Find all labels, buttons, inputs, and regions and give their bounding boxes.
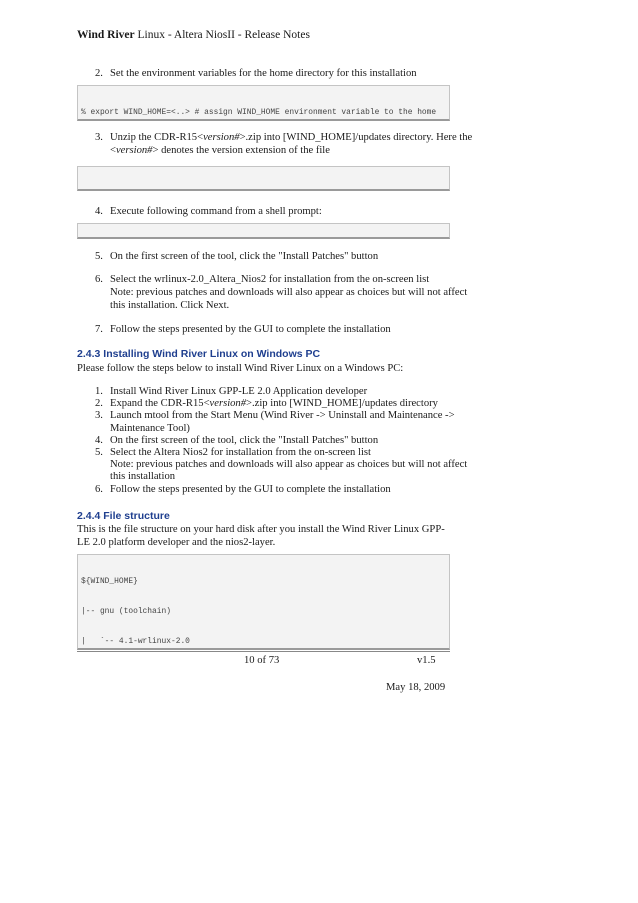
step-number: 4. — [95, 206, 103, 217]
code-block-unzip — [77, 166, 450, 191]
code-block-mtool — [77, 223, 450, 239]
code-line: |-- gnu (toolchain) — [81, 607, 171, 616]
list-item: 2. Expand the CDR-R15<version#>.zip into [WIND_HOME]/updates directory — [95, 398, 438, 410]
step-number: 6. — [95, 274, 103, 285]
header-title: Linux - Altera NiosII - Release Notes — [134, 29, 310, 41]
section-heading-2-4-3: 2.4.3 Installing Wind River Linux on Windows PC — [77, 348, 321, 360]
step-number: 2. — [95, 68, 103, 79]
footer-divider — [77, 651, 450, 652]
code-line: ${WIND_HOME} — [81, 577, 138, 586]
page-header — [77, 29, 310, 41]
page-number: 10 of 73 — [244, 655, 280, 666]
section-intro: Please follow the steps below to install Wind River Linux on a Windows PC: — [77, 363, 404, 374]
list-item: 3. Launch mtool from the Start Menu (Wind River -> Uninstall and Maintenance -> Maintenance Tool) — [95, 410, 455, 434]
code-block-file-tree — [77, 554, 450, 650]
code-line: | `-- 4.1-wrlinux-2.0 — [81, 637, 190, 646]
header-brand: Wind River — [77, 29, 135, 41]
step-text: Unzip the CDR-R15<version#>.zip into [WIND_HOME]/updates directory. Here the <version#> denotes the version extension of the file — [110, 132, 473, 156]
step-text: Execute following command from a shell prompt: — [110, 206, 322, 217]
code-line: % export WIND_HOME=<..> # assign WIND_HOME environment variable to the home — [81, 108, 437, 117]
code-block-env — [77, 85, 450, 121]
step-number: 7. — [95, 324, 103, 335]
step-text: On the first screen of the tool, click the "Install Patches" button — [110, 251, 379, 262]
list-item: 1. Install Wind River Linux GPP-LE 2.0 Application developer — [95, 386, 368, 397]
step-text: Select the wrlinux-2.0_Altera_Nios2 for installation from the on-screen list Note: previous patches and downloads will also appear as choices but will not affect this installation. Click Next. — [110, 274, 468, 311]
doc-date: May 18, 2009 — [386, 682, 446, 693]
section-heading-2-4-4: 2.4.4 File structure — [77, 510, 170, 522]
code-line — [81, 189, 446, 191]
list-item: 5. Select the Altera Nios2 for installation from the on-screen list Note: previous patches and downloads will also appear as choices but will not affect this installation — [95, 447, 468, 483]
list-item: 6. Follow the steps presented by the GUI to complete the installation — [95, 483, 391, 495]
list-item: 4. On the first screen of the tool, click the "Install Patches" button — [95, 434, 379, 446]
step-text: Set the environment variables for the home directory for this installation — [110, 68, 417, 79]
step-number: 5. — [95, 251, 103, 262]
windows-install-list — [96, 386, 476, 496]
section-intro: This is the file structure on your hard disk after you install the Wind River Linux GPP-LE 2.0 platform developer and the nios2-layer. — [77, 524, 445, 548]
step-text: Follow the steps presented by the GUI to complete the installation — [110, 324, 391, 335]
doc-version: v1.5 — [417, 655, 436, 666]
step-number: 3. — [95, 132, 103, 143]
